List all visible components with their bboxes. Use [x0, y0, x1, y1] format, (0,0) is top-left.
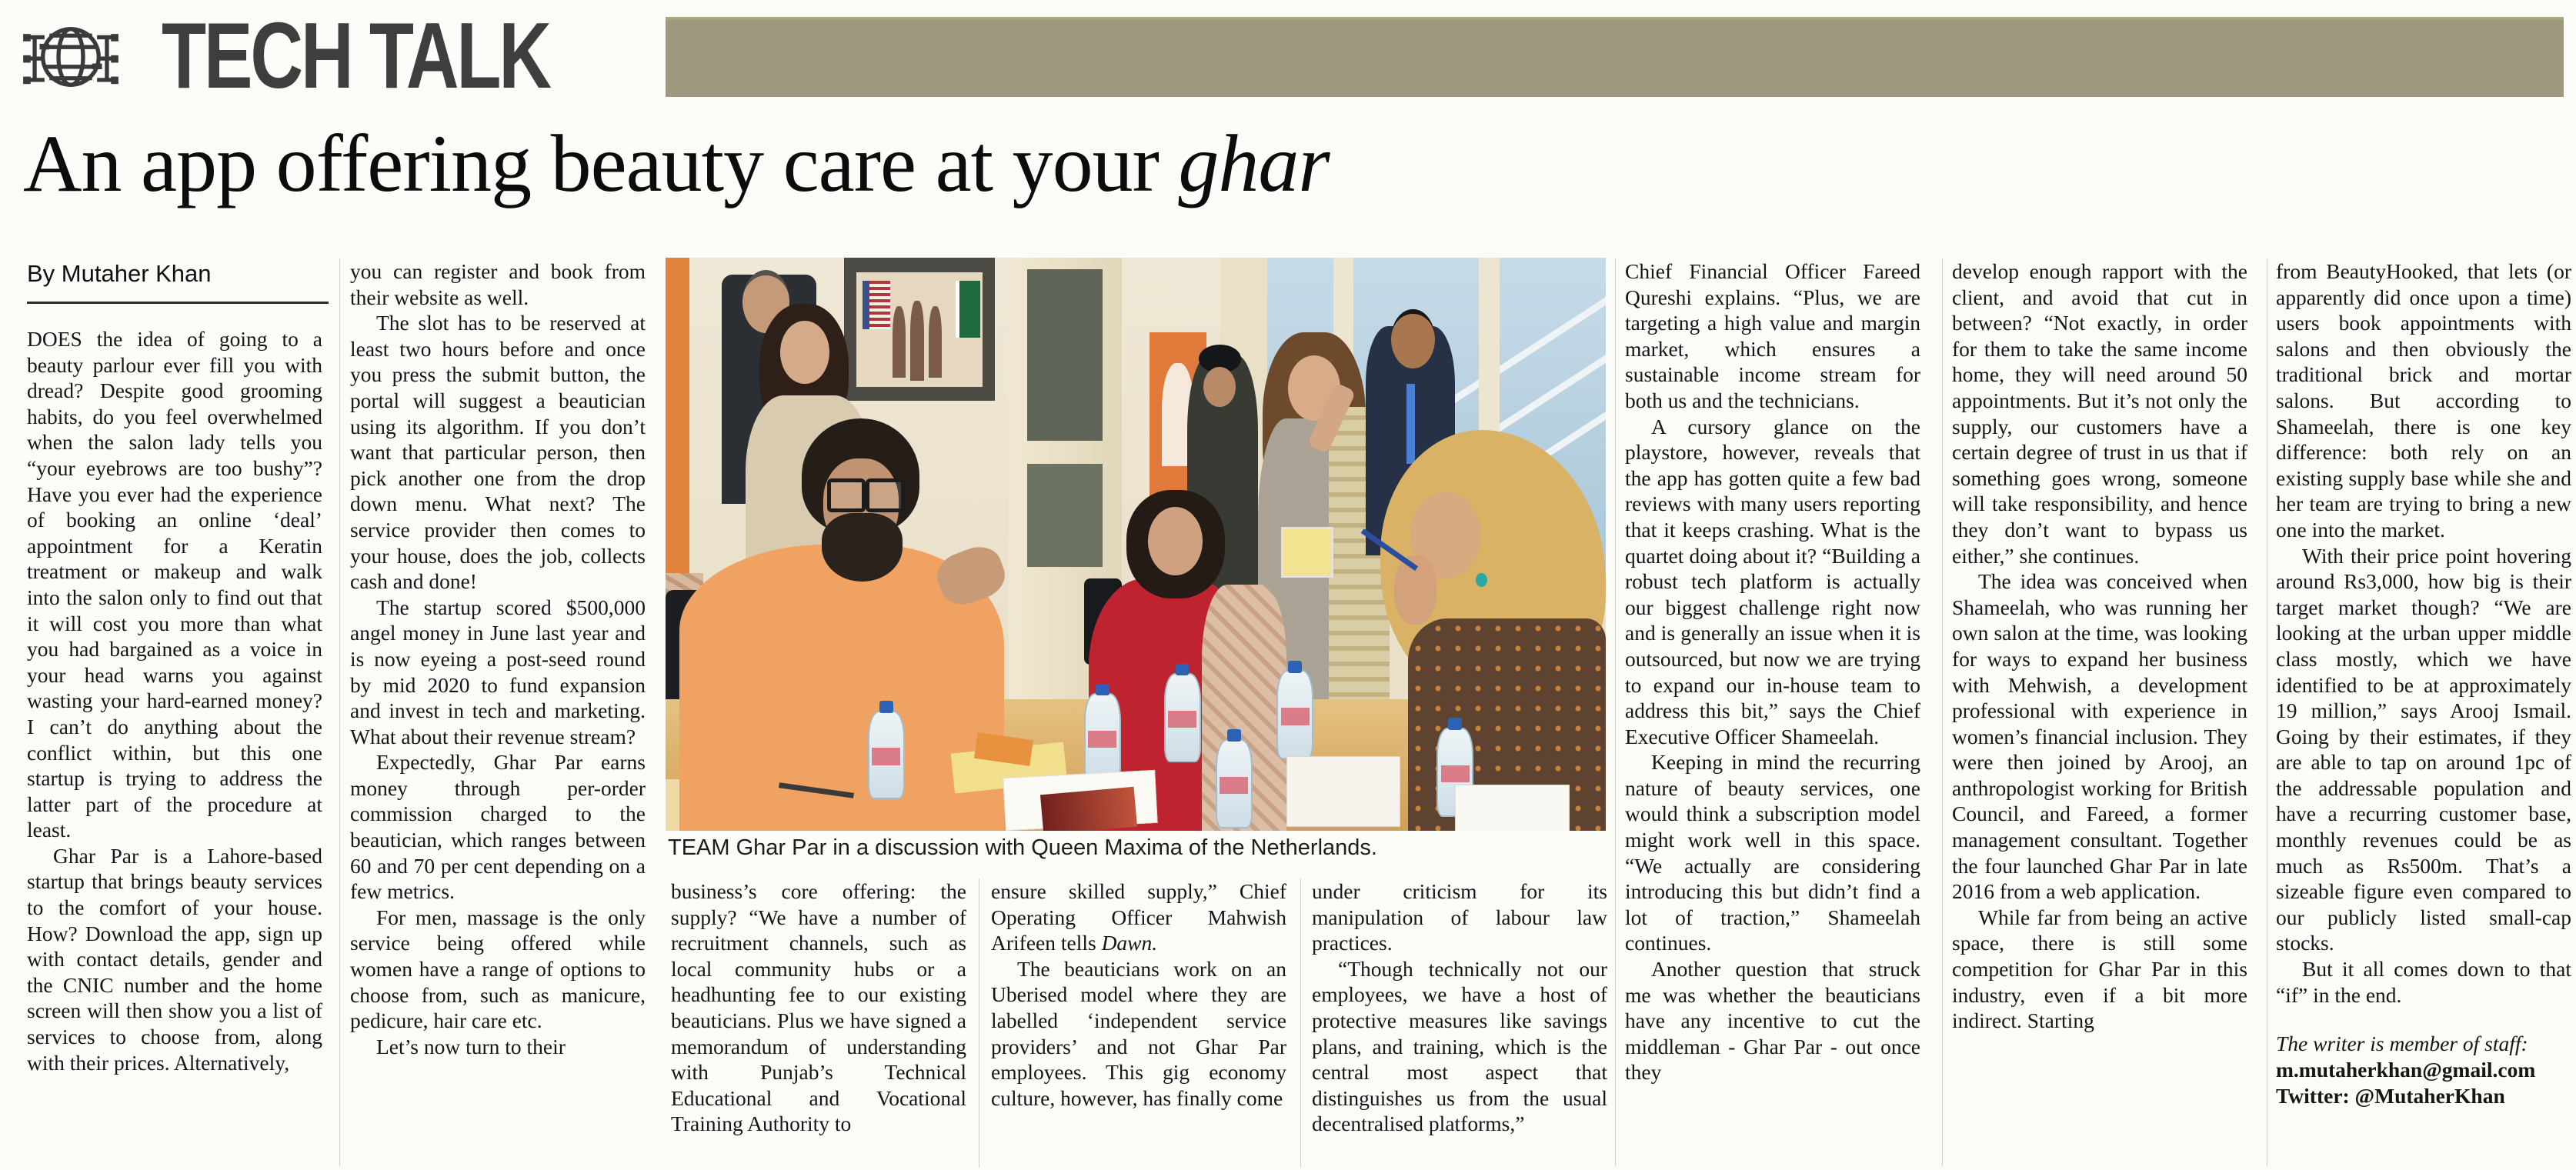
photo-glasses	[827, 478, 866, 512]
photo-badge	[1281, 527, 1333, 578]
article-column-7: develop enough rapport with the client, and avoid that cut in between? “Not exactly, in order for them to take the same income home, they will need around 50 appointments. But it’s not only the supply, our customers have a certain degree of trust in us that if something goes wrong, someone will take responsibility, and hence they don’t want to bypass us either,” she continues. The idea was conceived when Shameelah, who was running her own salon at the time, was looking for ways to expand her business with Mehwish, a development professional with experience in women’s financial inclusion. They were then joined by Arooj, an anthropologist working for British Council, and Fareed, a former management consultant. Together the four launched Ghar Par in late 2016 from a web application. While far from being an active space, there is still some competition for Ghar Par in this industry, even if a bit more indirect. Starting	[1952, 259, 2247, 1033]
byline: By Mutaher Khan	[27, 260, 212, 287]
photo-earring	[1476, 573, 1487, 587]
photo-orange-sweater-man-beard	[822, 513, 903, 582]
article-column-6: Chief Financial Officer Fareed Qureshi explains. “Plus, we are targeting a high value and margin market, which ensures a sustainable income stream for both us and the technicians. A cursory glance on the playstore, however, reveals that the app has gotten quite a few bad reviews with many users reporting that it keeps crashing. What is the quartet doing about it? “Building a robust tech platform is actually our biggest challenge right now and is generally an issue when it is outsourced, but now we are trying to expand our in-house team to address this bit,” says the Chief Executive Officer Shameelah. Keeping in mind the recurring nature of beauty services, one would think a subscription model might work well in this space. “We actually are considering introducing this but didn’t find a lot of traction,” Shameelah continues. Another question that struck me was whether the beauticians have any incentive to cut the middleman - Ghar Par - out once they	[1625, 259, 1920, 1085]
photo-glasses	[866, 478, 904, 512]
photo-pakistan-flag	[956, 281, 980, 338]
column-rule	[1615, 258, 1616, 1166]
photo-water-bottle	[868, 711, 905, 800]
column-rule	[1300, 878, 1301, 1168]
photo-policewoman-face	[1203, 367, 1236, 407]
byline-rule	[27, 302, 329, 304]
headline-main: An app offering beauty care at your	[23, 118, 1179, 208]
photo-water-bottle	[1216, 739, 1253, 828]
photo-man-navy-suit-head	[1391, 309, 1434, 368]
photo-door-pane	[1027, 269, 1103, 442]
article-column-3: business’s core offering: the supply? “We have a number of recruitment channels, such as local community hubs or a headhunting fee to our existing beauticians. Plus we have signed a memorandum of understanding with Punjab’s Technical Educational and Vocational Training Authority to	[671, 879, 966, 1136]
photo-red-top-woman-face	[1148, 507, 1203, 575]
article-column-8: from BeautyHooked, that lets (or apparently did once upon a time) users book appointments with salons and then obviously the traditional brick and mortar salons. But according to Shameelah, there is one key difference: both rely on an existing supply base while she and her team are trying to bring a new one into the market. With their price point hovering around Rs3,000, how big is their target market though? “We are looking at the urban upper middle class mostly, which we have identified to be at approximately 19 million,” says Arooj Ismail. Going by their estimates, if they are able to tap on around 1pc of the addressable population and have a recurring customer base, monthly revenues could be as much as Rs500m. That’s a sizeable figure even compared to our publicly listed small-cap stocks. But it all comes down to that “if” in the end. The writer is member of staff: m.mutaherkhan@gmail.com Twitter: @MutaherKhan	[2276, 259, 2571, 1108]
photo-door-pane	[1027, 464, 1103, 567]
photo-wall-frame	[844, 258, 995, 401]
column-rule	[339, 258, 340, 1166]
photo-white-paper	[1455, 785, 1570, 831]
photo-lanyard	[1406, 384, 1415, 464]
photo-frame-figure	[910, 301, 924, 381]
photo-water-bottle	[1276, 670, 1313, 759]
article-column-1: DOES the idea of going to a beauty parlour ever fill you with dread? Despite good grooming habits, do you feel overwhelmed when the salon lady tells you “your eyebrows are too bushy”? Have you ever had the experience of booking an online ‘deal’ appointment for a Keratin treatment or makeup and walk into the salon only to find out that it will cost you more than what you had bargained as a voice in your head warns you against wasting your hard-earned money? I can’t do anything about the conflict within, but this one startup is trying to address the latter part of the procedure at least. Ghar Par is a Lahore-based startup that brings beauty services to the comfort of your house. How? Download the app, sign up with contact details, gender and the CNIC number and the home screen will then show you a list of services to choose from, along with their prices. Alternatively,	[27, 327, 322, 1075]
photo-standing-woman-face	[780, 321, 829, 384]
photo-water-bottle	[1084, 693, 1121, 782]
section-title: TECH TALK	[162, 3, 550, 108]
article-column-5: under criticism for its manipulation of labour law practices. “Though technically not our employees, we have a host of protective measures like savings plans, and training, which is the central most aspect that distinguishes us from the usual decentralised platforms,”	[1312, 879, 1607, 1136]
photo-water-bottle	[1164, 673, 1201, 762]
headline-italic-word: ghar	[1178, 118, 1330, 208]
masthead-bar	[666, 17, 2564, 97]
photo-frame-figure	[893, 306, 906, 378]
photo-us-flag	[863, 281, 890, 329]
column-rule	[1942, 258, 1943, 1166]
globe-circuit-icon	[22, 8, 120, 106]
photo-frame-figure	[929, 306, 943, 378]
photo-magazine	[1040, 787, 1137, 831]
masthead	[0, 0, 2576, 115]
article-column-2: you can register and book from their website as well. The slot has to be reserved at least two hours before and once you press the submit button, the portal will suggest a beautician using its algorithm. If you don’t want that particular person, then pick another one from the drop down menu. What next? The service provider then comes to your house, does the job, collects cash and done! The startup scored $500,000 angel money in June last year and is now eyeing a post-seed round by mid 2020 to fund expansion and invest in tech and marketing. What about their revenue stream? Expectedly, Ghar Par earns money through per-order commission charged to the beautician, which ranges between 60 and 70 per cent depending on a few metrics. For men, massage is the only service being offered while women have a range of options to choose from, such as manicure, pedicure, hair care etc. Let’s now turn to their	[350, 259, 646, 1058]
article-photo	[666, 258, 1606, 831]
photo-caption: TEAM Ghar Par in a discussion with Queen Maxima of the Netherlands.	[668, 835, 1377, 860]
article-column-4: ensure skilled supply,” Chief Operating Officer Mahwish Arifeen tells Dawn. The beauticians work on an Uberised model where they are labelled ‘independent service providers’ and not Ghar Par employees. This gig economy culture, however, has finally come	[991, 879, 1286, 1110]
photo-tissue-box	[1286, 756, 1401, 826]
article-headline	[23, 117, 1654, 248]
